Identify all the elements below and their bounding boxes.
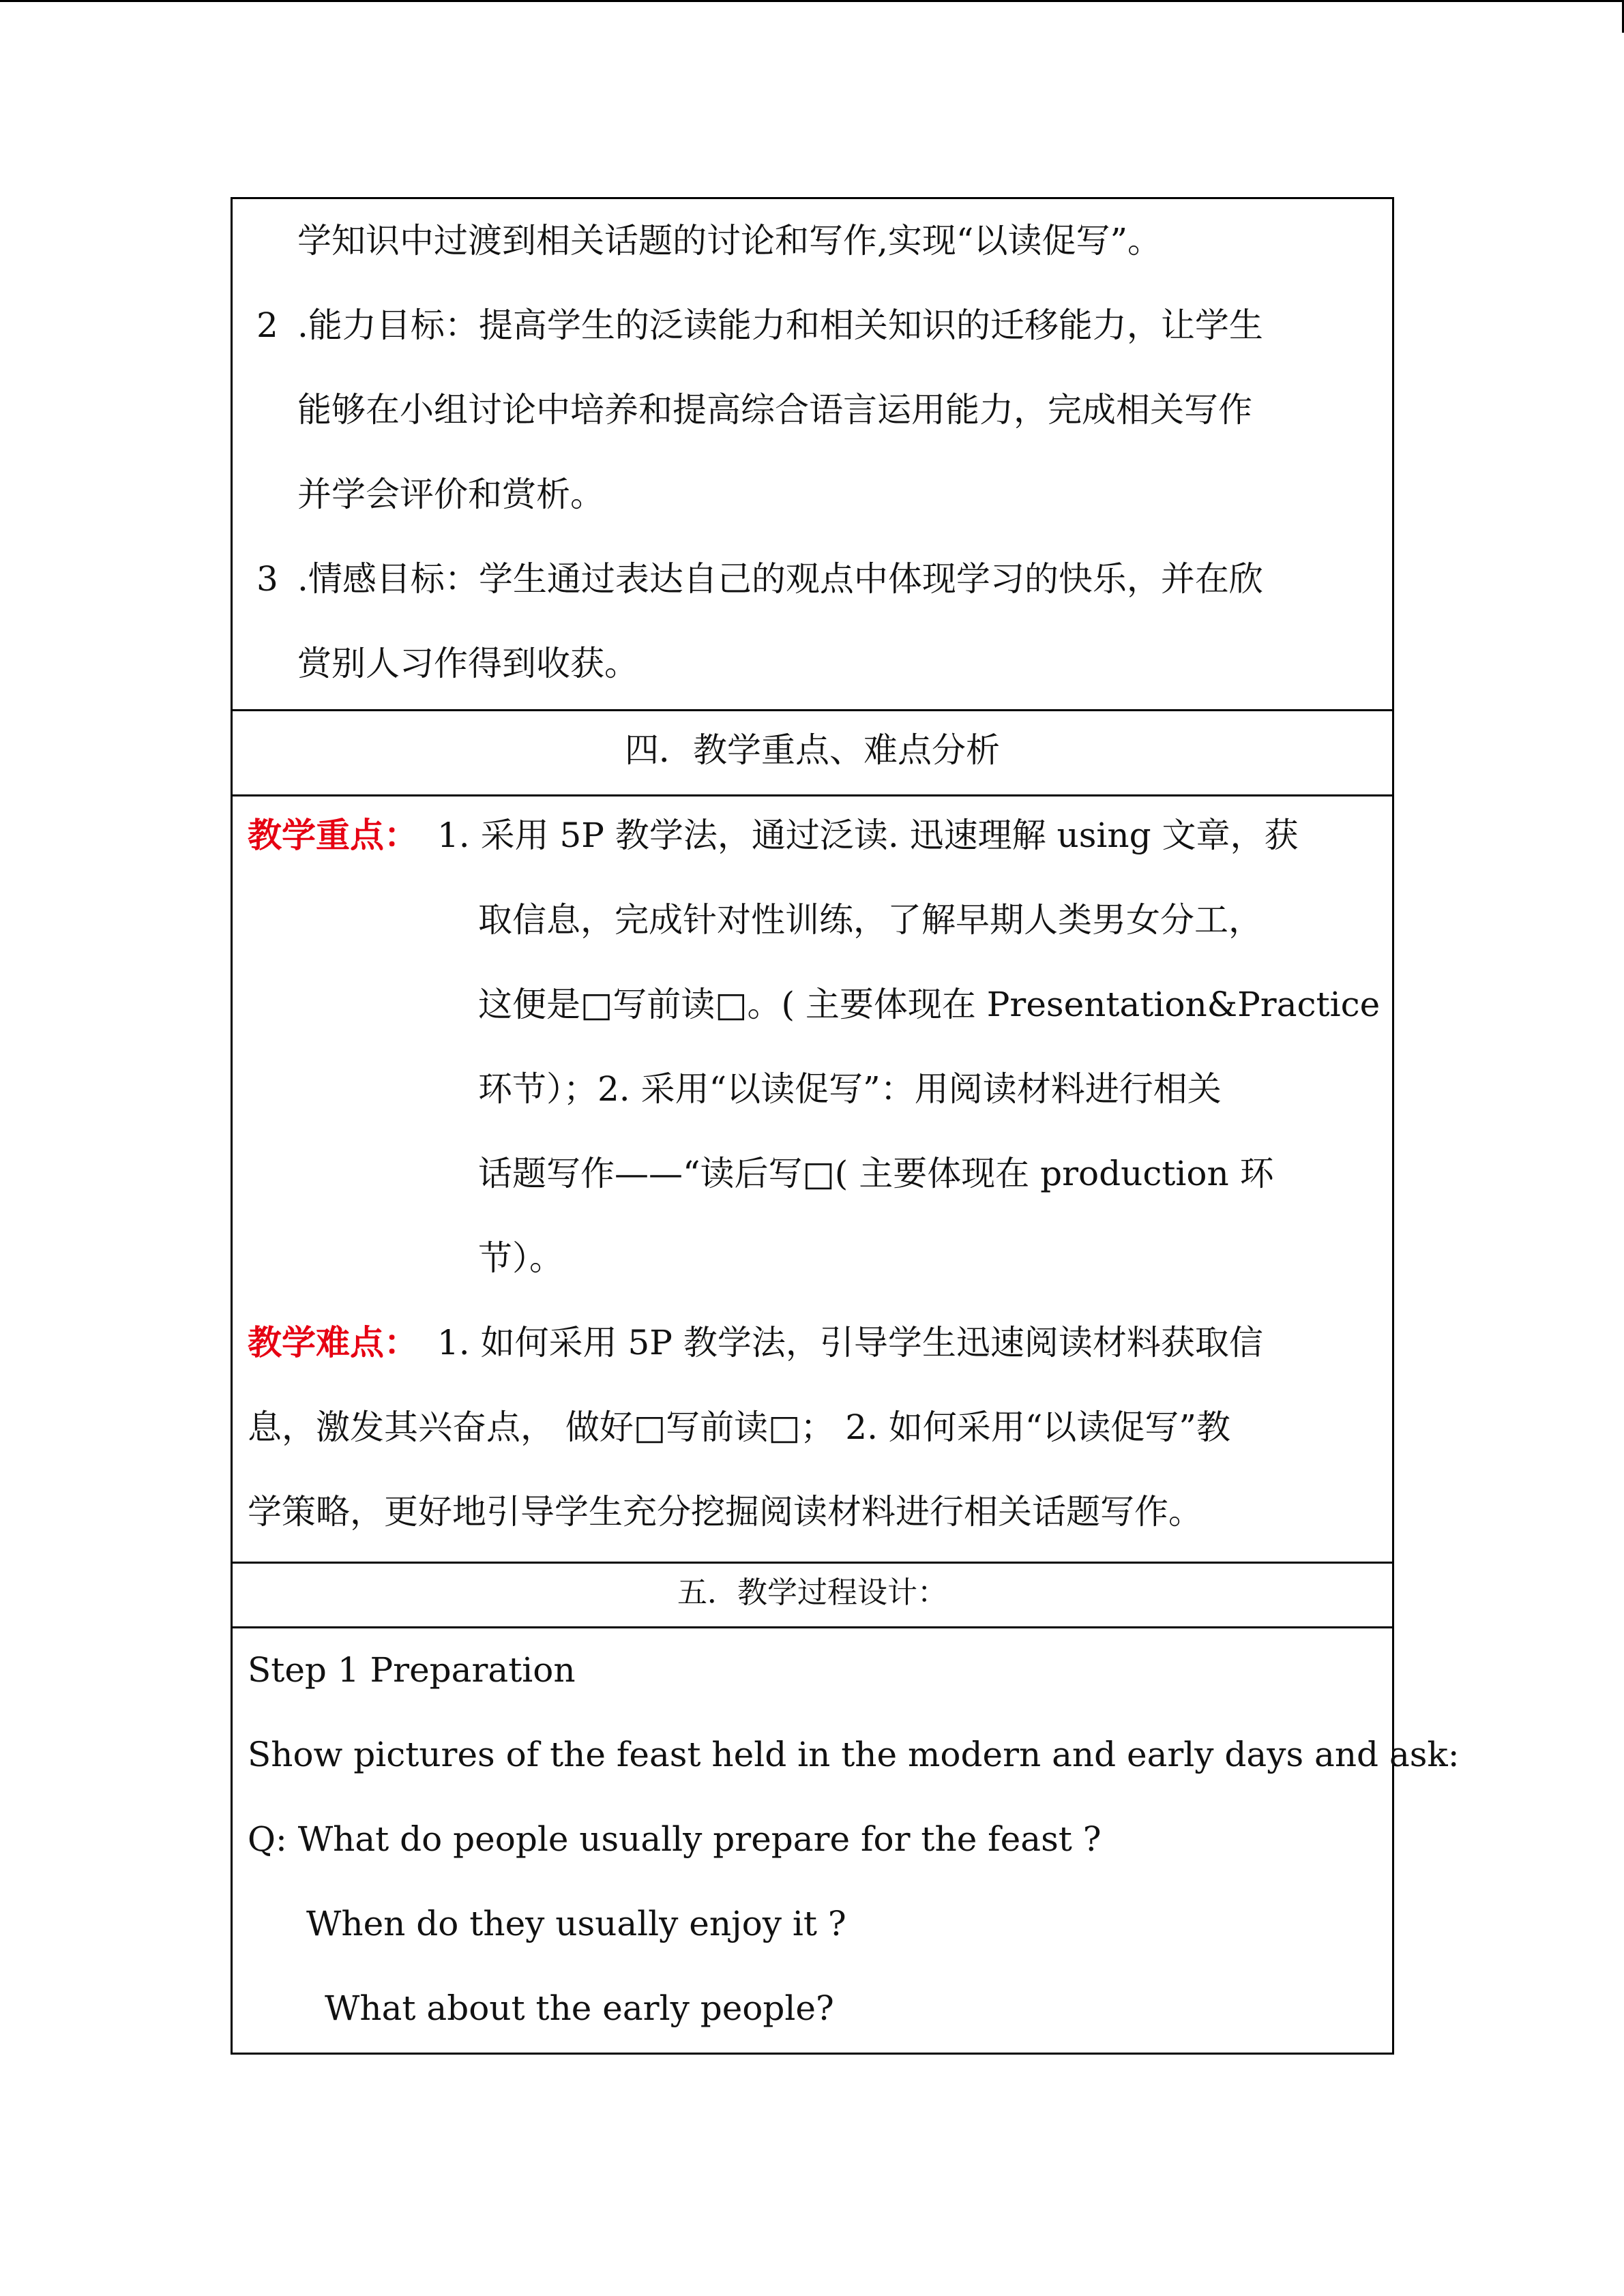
question-line: When do they usually enjoy it ? <box>306 1904 846 1943</box>
lesson-plan-table <box>231 197 1460 2055</box>
difficulties-line: 1. 如何采用 5P 教学法，引导学生迅速阅读材料获取信 <box>437 1323 1263 1362</box>
objective-item-2-line: .能力目标：提高学生的泛读能力和相关知识的迁移能力，让学生 <box>297 305 1263 345</box>
row-divider <box>233 709 1392 711</box>
key-points-line: 话题写作——“读后写□( 主要体现在 production 环 <box>478 1154 1274 1193</box>
row-divider <box>233 794 1392 796</box>
difficulties-line: 息，激发其兴奋点， 做好□写前读□； 2. 如何采用“以读促写”教 <box>248 1407 1230 1447</box>
step-1-intro: Show pictures of the feast held in the modern and early days and ask: <box>248 1735 1460 1774</box>
key-points-line: 1. 采用 5P 教学法，通过泛读. 迅速理解 using 文章，获 <box>437 816 1299 855</box>
top-border-rule <box>0 0 1624 2</box>
objective-item-2-number: 2 <box>256 305 278 345</box>
difficulties-line: 学策略，更好地引导学生充分挖掘阅读材料进行相关话题写作。 <box>248 1492 1202 1532</box>
section-5-title: 五．教学过程设计： <box>677 1575 947 1610</box>
key-points-line: 节）。 <box>478 1238 563 1278</box>
key-points-label: 教学重点： <box>248 815 418 855</box>
difficulties-label: 教学难点： <box>248 1322 418 1362</box>
row-divider <box>233 1626 1392 1628</box>
objective-continued-line: 学知识中过渡到相关话题的讨论和写作,实现“以读促写”。 <box>297 221 1162 260</box>
key-points-line: 环节）；2. 采用“以读促写”：用阅读材料进行相关 <box>478 1069 1222 1109</box>
key-points-line: 这便是□写前读□。( 主要体现在 Presentation&Practice <box>478 985 1381 1024</box>
question-line: Q: What do people usually prepare for the feast ? <box>248 1819 1102 1859</box>
objective-item-3-line: .情感目标：学生通过表达自己的观点中体现学习的快乐，并在欣 <box>297 559 1263 599</box>
section-4-title: 四．教学重点、难点分析 <box>625 730 1000 770</box>
question-line: What about the early people? <box>325 1988 834 2028</box>
objective-item-3-line: 赏别人习作得到收获。 <box>297 644 638 683</box>
step-1-title: Step 1 Preparation <box>248 1650 576 1690</box>
objective-item-3-number: 3 <box>256 559 278 599</box>
key-points-line: 取信息，完成针对性训练，了解早期人类男女分工， <box>478 900 1263 940</box>
objective-item-2-line: 能够在小组讨论中培养和提高综合语言运用能力，完成相关写作 <box>297 390 1252 430</box>
objective-item-2-line: 并学会评价和赏析。 <box>297 475 604 514</box>
row-divider <box>233 1562 1392 1564</box>
